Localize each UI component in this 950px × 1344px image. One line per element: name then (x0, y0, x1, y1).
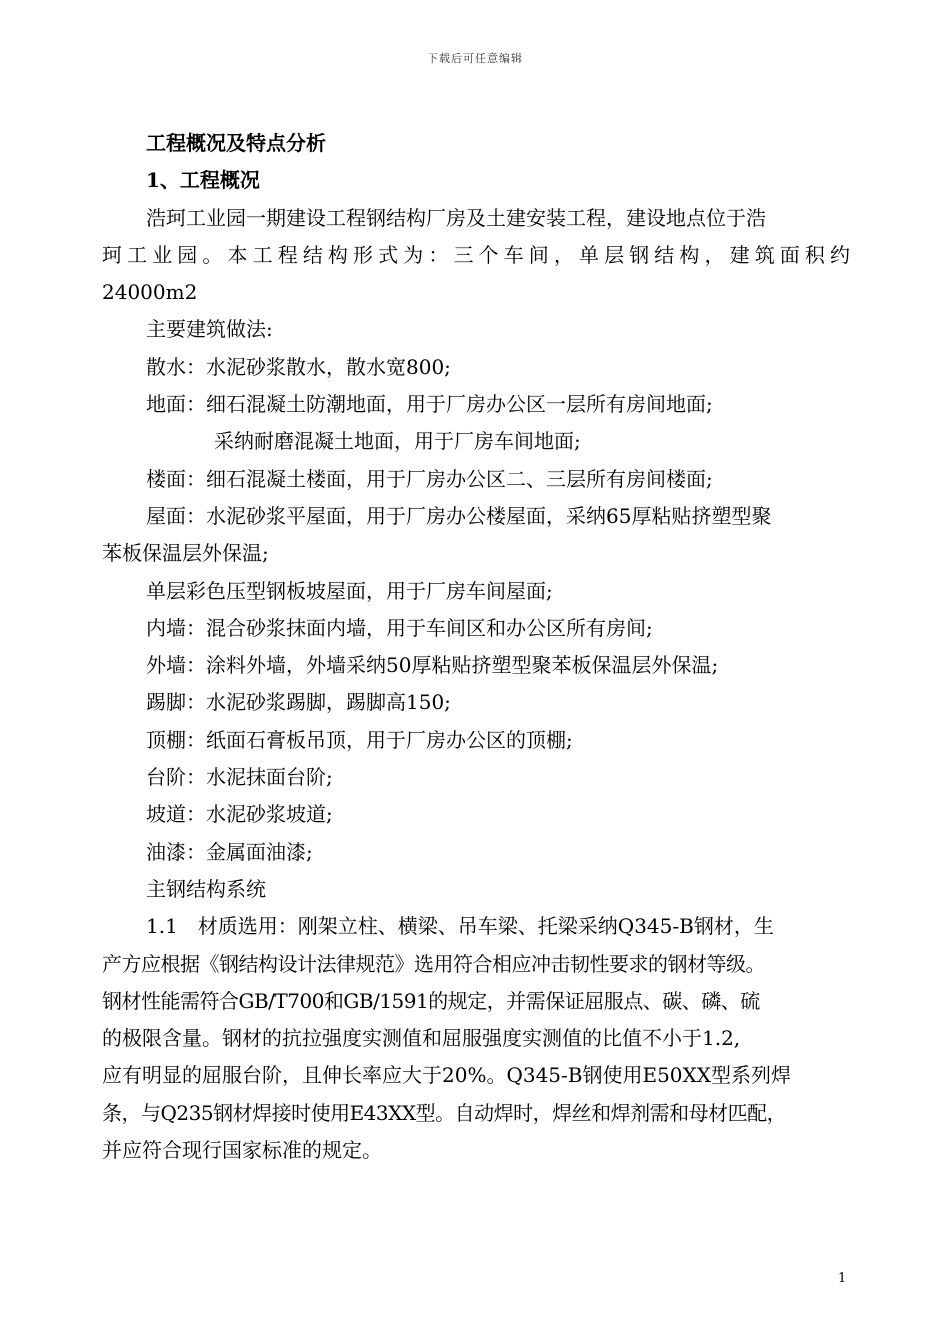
paragraph-line: 内墙：混合砂浆抹面内墙，用于车间区和办公区所有房间; (146, 615, 653, 640)
paragraph-line: 苯板保温层外保温; (102, 541, 269, 566)
paragraph-line: 产方应根据《钢结构设计法律规范》选用符合相应冲击韧性要求的钢材等级。 (102, 951, 765, 976)
document-body (102, 125, 850, 1169)
paragraph-line: 楼面：细石混凝土楼面，用于厂房办公区二、三层所有房间楼面; (146, 466, 713, 491)
paragraph-line: 浩珂工业园一期建设工程钢结构厂房及土建安装工程，建设地点位于浩 (146, 205, 766, 230)
paragraph-line: 钢材性能需符合GB/T700和GB/1591的规定，并需保证屈服点、碳、磷、硫 (102, 988, 760, 1013)
paragraph-line: 的极限含量。钢材的抗拉强度实测值和屈服强度实测值的比值不小于1.2, (102, 1026, 741, 1051)
paragraph-line: 珂工业园。本工程结构形式为：三个车间，单层钢结构，建筑面积约 (102, 242, 850, 267)
paragraph-line: 1.1 材质选用：刚架立柱、横梁、吊车梁、托梁采纳Q345-B钢材，生 (146, 914, 774, 939)
paragraph-line: 踢脚：水泥砂浆踢脚，踢脚高150; (146, 690, 451, 715)
subsection-heading: 1、工程概况 (146, 168, 260, 193)
paragraph-line: 台阶：水泥抹面台阶; (146, 765, 333, 790)
paragraph-line: 外墙：涂料外墙，外墙采纳50厚粘贴挤塑型聚苯板保温层外保温; (146, 653, 719, 678)
paragraph-line: 主钢结构系统 (146, 876, 266, 901)
paragraph-line: 主要建筑做法: (146, 317, 273, 342)
paragraph-line: 顶棚：纸面石膏板吊顶，用于厂房办公区的顶棚; (146, 727, 573, 752)
paragraph-line: 应有明显的屈服台阶，且伸长率应大于20%。Q345-B钢使用E50XX型系列焊 (102, 1063, 792, 1088)
header-note: 下载后可任意编辑 (427, 52, 523, 65)
paragraph-line: 单层彩色压型钢板坡屋面，用于厂房车间屋面; (146, 578, 553, 603)
paragraph-line: 条，与Q235钢材焊接时使用E43XX型。自动焊时，焊丝和焊剂需和母材匹配， (102, 1100, 787, 1125)
paragraph-line: 24000m2 (102, 280, 198, 305)
page-number: 1 (838, 1271, 847, 1286)
paragraph-line: 坡道：水泥砂浆坡道; (146, 802, 333, 827)
paragraph-line: 采纳耐磨混凝土地面，用于厂房车间地面; (214, 429, 581, 454)
paragraph-line: 散水：水泥砂浆散水，散水宽800; (146, 354, 451, 379)
paragraph-line: 油漆：金属面油漆; (146, 839, 313, 864)
paragraph-line: 屋面：水泥砂浆平屋面，用于厂房办公楼屋面，采纳65厚粘贴挤塑型聚 (146, 503, 772, 528)
paragraph-line: 并应符合现行国家标准的规定。 (102, 1138, 382, 1163)
section-heading: 工程概况及特点分析 (146, 131, 326, 155)
paragraph-line: 地面：细石混凝土防潮地面，用于厂房办公区一层所有房间地面; (146, 392, 713, 417)
